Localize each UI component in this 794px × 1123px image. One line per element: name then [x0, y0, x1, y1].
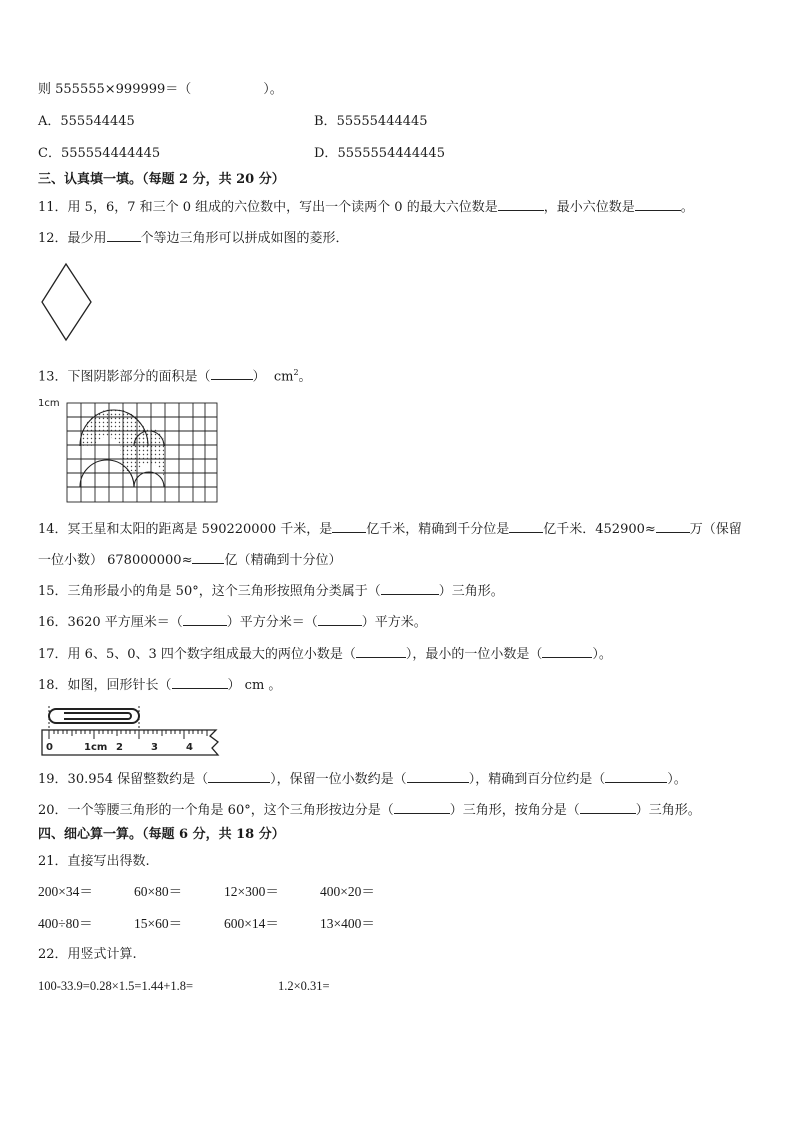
q11-blank-1[interactable] [498, 198, 544, 211]
q13 [38, 364, 312, 386]
option-value: 5555554444445 [337, 146, 445, 161]
q16 [38, 613, 427, 632]
q18-text-2: ） cm 。 [227, 678, 282, 693]
q15 [38, 582, 504, 601]
q11 [38, 198, 694, 217]
option-letter: A． [38, 114, 61, 129]
q16-text-1: 16．3620 平方厘米＝（ [38, 615, 183, 630]
ruler-label-1: 1cm [84, 742, 108, 753]
q16-blank-1[interactable] [183, 613, 227, 626]
calc-item: 400÷80＝ [38, 916, 93, 931]
q12-blank[interactable] [107, 229, 141, 242]
calc-item: 60×80＝ [134, 884, 183, 899]
q15-text-2: ）三角形。 [438, 584, 504, 599]
q14-text-3: 亿千米．452900≈ [543, 522, 656, 537]
q10-option-c[interactable] [38, 145, 160, 163]
calc-item: 13×400＝ [320, 916, 375, 931]
vertical-calc-item: 0.28×1.5= [89, 979, 142, 993]
q20-blank-2[interactable] [580, 801, 636, 814]
q22-items-row [38, 977, 193, 995]
q11-text-1: 11．用 5，6，7 和三个 0 组成的六位数中，写出一个读两个 0 的最大六位数是 [38, 200, 498, 215]
q13-text-3: 。 [298, 369, 312, 385]
q17-text-2: ），最小的一位小数是（ [405, 647, 543, 662]
q14-blank-1[interactable] [332, 520, 366, 533]
q20-text-1: 20．一个等腰三角形的一个角是 60°，这个三角形按边分是（ [38, 803, 394, 818]
q18 [38, 676, 281, 695]
q13-text-1: 13．下图阴影部分的面积是（ [38, 369, 211, 385]
vertical-calc-item: 1.2×0.31= [278, 979, 330, 993]
q16-blank-2[interactable] [318, 613, 362, 626]
q11-text-3: 。 [680, 200, 694, 215]
q22-title: 22．用竖式计算. [38, 947, 137, 962]
q19 [38, 770, 687, 789]
q13-text-2: ） [252, 369, 266, 385]
grid-scale-label: 1cm [38, 398, 60, 409]
q11-blank-2[interactable] [635, 198, 681, 211]
option-value: 55555444445 [336, 114, 428, 129]
ruler-label-0: 0 [46, 742, 53, 753]
q14-text-2: 亿千米，精确到千分位是 [366, 522, 510, 537]
q10-stem [38, 81, 283, 99]
option-value: 555554444445 [60, 146, 161, 161]
q20-text-2: ）三角形，按角分是（ [449, 803, 580, 818]
rhombus-figure [40, 262, 94, 342]
q18-text-1: 18．如图，回形针长（ [38, 678, 172, 693]
q14-text-4: 万（保留 [689, 522, 742, 537]
vertical-calc-item: 100-33.9= [38, 979, 90, 993]
ruler-label-4: 4 [186, 742, 193, 753]
q10-option-a[interactable] [38, 113, 135, 131]
q19-blank-2[interactable] [407, 770, 469, 783]
q16-text-2: ）平方分米＝（ [226, 615, 318, 630]
q13-unit-superscript: 2 [293, 368, 299, 377]
q19-text-3: ），精确到百分位约是（ [468, 772, 606, 787]
q15-blank[interactable] [381, 582, 439, 595]
q19-blank-3[interactable] [605, 770, 667, 783]
q19-text-2: ），保留一位小数约是（ [270, 772, 407, 787]
q16-text-3: ）平方米。 [361, 615, 427, 630]
ruler-label-3: 3 [151, 742, 158, 753]
ruler-label-2: 2 [116, 742, 123, 753]
q20 [38, 801, 701, 820]
shaded-area-grid-figure [66, 401, 221, 504]
q14-blank-4[interactable] [192, 551, 224, 564]
q21-title: 21．直接写出得数. [38, 854, 150, 869]
q17 [38, 645, 612, 664]
q17-blank-1[interactable] [356, 645, 406, 658]
option-value: 555544445 [60, 114, 135, 129]
paperclip-ruler-figure [40, 704, 226, 758]
q10-stem-prefix: 则 555555×999999＝（ [38, 82, 192, 97]
q10-option-b[interactable] [314, 113, 428, 131]
q17-text-3: ）。 [592, 647, 612, 662]
q19-text-1: 19．30.954 保留整数约是（ [38, 772, 209, 787]
q12-text-2: 个等边三角形可以拼成如图的菱形． [140, 231, 349, 246]
q17-text-1: 17．用 6、5、0、3 四个数字组成最大的两位小数是（ [38, 647, 356, 662]
section-4-title: 四、细心算一算。（每题 6 分，共 18 分） [38, 827, 285, 842]
q20-text-3: ）三角形。 [635, 803, 701, 818]
calc-item: 12×300＝ [224, 884, 279, 899]
calc-item: 600×14＝ [224, 916, 279, 931]
calc-item: 15×60＝ [134, 916, 183, 931]
option-letter: C． [38, 146, 61, 161]
q19-text-4: ）。 [667, 772, 687, 787]
q13-blank[interactable] [211, 367, 253, 380]
q14-blank-2[interactable] [509, 520, 543, 533]
q19-blank-1[interactable] [208, 770, 270, 783]
q14-blank-3[interactable] [656, 520, 690, 533]
calc-item: 400×20＝ [320, 884, 375, 899]
q12 [38, 229, 349, 248]
q14-line-1 [38, 520, 742, 539]
q20-blank-1[interactable] [394, 801, 450, 814]
q11-text-2: ，最小六位数是 [543, 200, 635, 215]
q14-text-5: 一位小数） 678000000≈ [38, 553, 193, 568]
q17-blank-2[interactable] [542, 645, 592, 658]
q10-option-d[interactable] [314, 145, 445, 163]
q14-text-1: 14．冥王星和太阳的距离是 590220000 千米，是 [38, 522, 333, 537]
q15-text-1: 15．三角形最小的角是 50°，这个三角形按照角分类属于（ [38, 584, 381, 599]
section-3-title: 三、认真填一填。（每题 2 分，共 20 分） [38, 172, 285, 187]
q10-stem-suffix: ）。 [263, 82, 283, 97]
q18-blank[interactable] [172, 676, 228, 689]
q14-line-2 [38, 551, 341, 570]
q13-unit: cm [273, 369, 294, 385]
q12-text-1: 12．最少用 [38, 231, 107, 246]
option-letter: B． [314, 114, 337, 129]
option-letter: D． [314, 146, 338, 161]
q14-text-6: 亿（精确到十分位） [224, 553, 342, 568]
calc-item: 200×34＝ [38, 884, 93, 899]
vertical-calc-item: 1.44+1.8= [141, 979, 194, 993]
